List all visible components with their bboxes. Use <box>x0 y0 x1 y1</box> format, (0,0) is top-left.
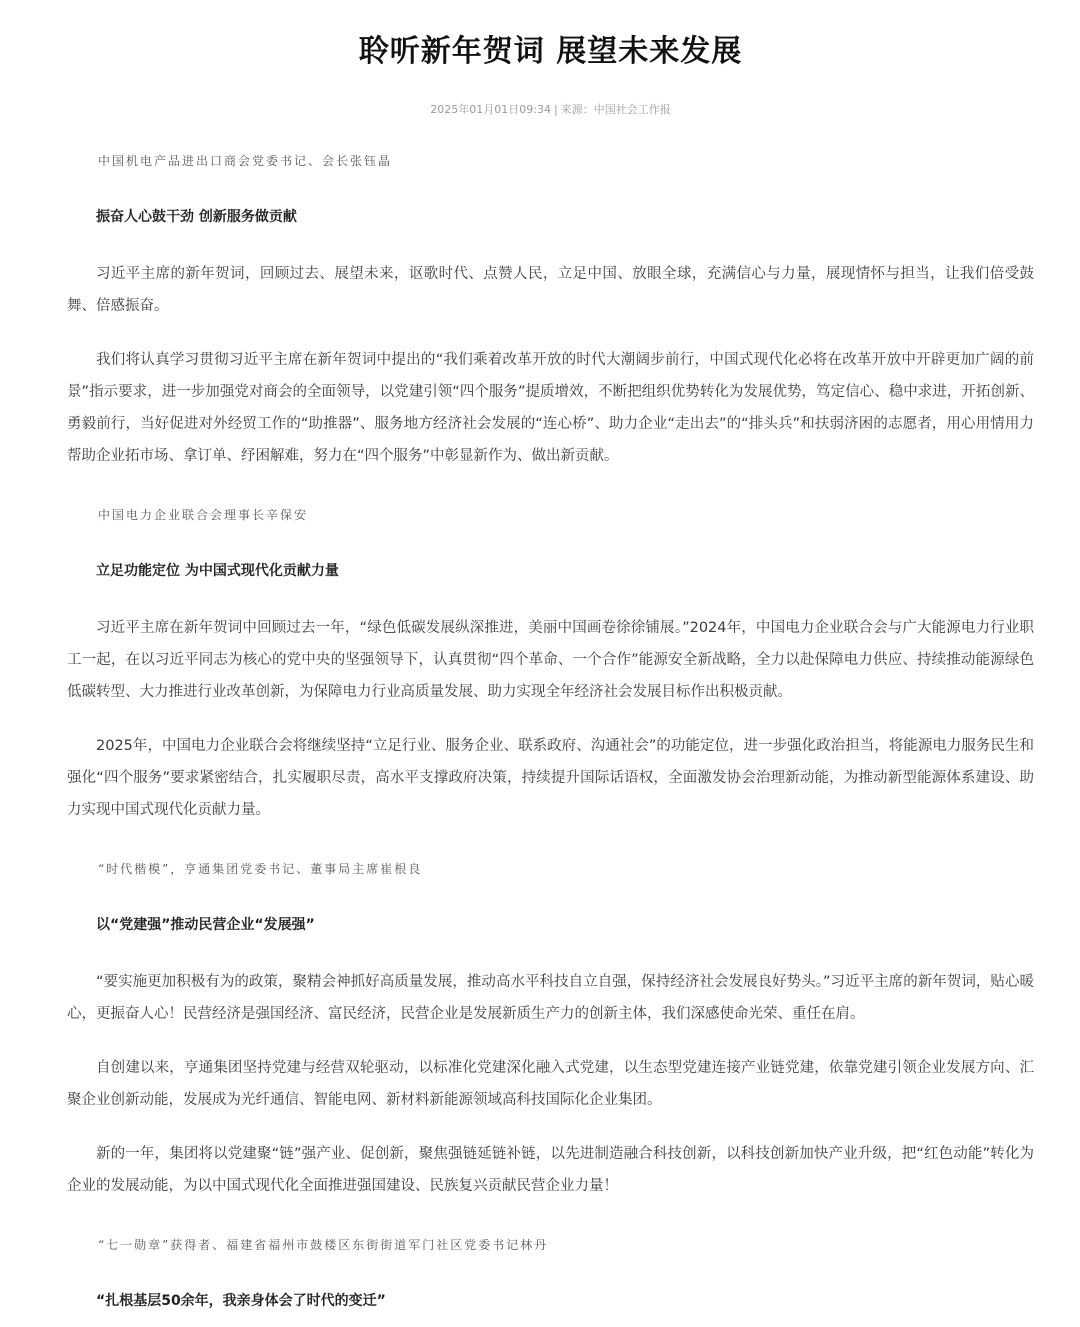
article-title: 聆听新年贺词 展望未来发展 <box>358 34 743 69</box>
article-source: 来源：中国社会工作报 <box>560 103 671 116</box>
paragraph: 我们将认真学习贯彻习近平主席在新年贺词中提出的“我们乘着改革开放的时代大潮阔步前行，中国式现代化必将在改革开放中开辟更加广阔的前景”指示要求，进一步加强党对商会的全面领导，以党建引领“四个服务”提质增效，不断把组织优势转化为发展优势，笃定信心、稳中求进，开拓创新、勇毅前行，当好促进对外经贸工作的“助推器”、服务地方经济社会发展的“连心桥”、助力企业“走出去”的“排头兵”和扶弱济困的志愿者，用心用情用力帮助企业拓市场、拿订单、纾困解难，努力在“四个服务”中彰显新作为、做出新贡献。 <box>67 352 1034 464</box>
section-byline: “时代楷模”，亨通集团党委书记、董事局主席崔根良 <box>98 862 423 876</box>
paragraph: “要实施更加积极有为的政策，聚精会神抓好高质量发展，推动高水平科技自立自强，保持经济社会发展良好势头。”习近平主席的新年贺词，贴心暖心，更振奋人心！民营经济是强国经济、富民经济，民营企业是发展新质生产力的创新主体，我们深感使命光荣、重任在肩。 <box>67 974 1034 1022</box>
publish-date: 2025年01月01日09:34 <box>430 103 551 116</box>
paragraph: 新的一年，集团将以党建聚“链”强产业、促创新，聚焦强链延链补链，以先进制造融合科技创新，以科技创新加快产业升级，把“红色动能”转化为企业的发展动能，为以中国式现代化全面推进强国建设、民族复兴贡献民营企业力量！ <box>67 1146 1034 1194</box>
paragraph: 习近平主席的新年贺词，回顾过去、展望未来，讴歌时代、点赞人民，立足中国、放眼全球，充满信心与力量，展现情怀与担当，让我们倍受鼓舞、倍感振奋。 <box>67 266 1034 314</box>
section-heading: 振奋人心鼓干劲 创新服务做贡献 <box>96 209 297 225</box>
section-byline: 中国机电产品进出口商会党委书记、会长张钰晶 <box>98 154 393 168</box>
article-meta <box>67 101 1034 119</box>
section-byline: “七一勋章”获得者、福建省福州市鼓楼区东街街道军门社区党委书记林丹 <box>98 1238 549 1252</box>
section-byline: 中国电力企业联合会理事长辛保安 <box>98 508 309 522</box>
paragraph: 2025年，中国电力企业联合会将继续坚持“立足行业、服务企业、联系政府、沟通社会”的功能定位，进一步强化政治担当，将能源电力服务民生和强化“四个服务”要求紧密结合，扎实履职尽责，高水平支撑政府决策，持续提升国际话语权，全面激发协会治理新动能，为推动新型能源体系建设、助力实现中国式现代化贡献力量。 <box>67 738 1034 818</box>
meta-separator: | <box>553 103 558 116</box>
paragraph: 自创建以来，亨通集团坚持党建与经营双轮驱动，以标准化党建深化融入式党建，以生态型党建连接产业链党建，依靠党建引领企业发展方向、汇聚企业创新动能，发展成为光纤通信、智能电网、新材料新能源领域高科技国际化企业集团。 <box>67 1060 1034 1108</box>
section-heading: “扎根基层50余年，我亲身体会了时代的变迁” <box>96 1293 386 1309</box>
section-heading: 立足功能定位 为中国式现代化贡献力量 <box>96 563 339 579</box>
section-heading: 以“党建强”推动民营企业“发展强” <box>96 917 315 933</box>
paragraph: 习近平主席在新年贺词中回顾过去一年，“绿色低碳发展纵深推进，美丽中国画卷徐徐铺展。”2024年，中国电力企业联合会与广大能源电力行业职工一起，在以习近平同志为核心的党中央的坚强领导下，认真贯彻“四个革命、一个合作”能源安全新战略，全力以赴保障电力供应、持续推动能源绿色低碳转型、大力推进行业改革创新，为保障电力行业高质量发展、助力实现全年经济社会发展目标作出积极贡献。 <box>67 620 1034 700</box>
